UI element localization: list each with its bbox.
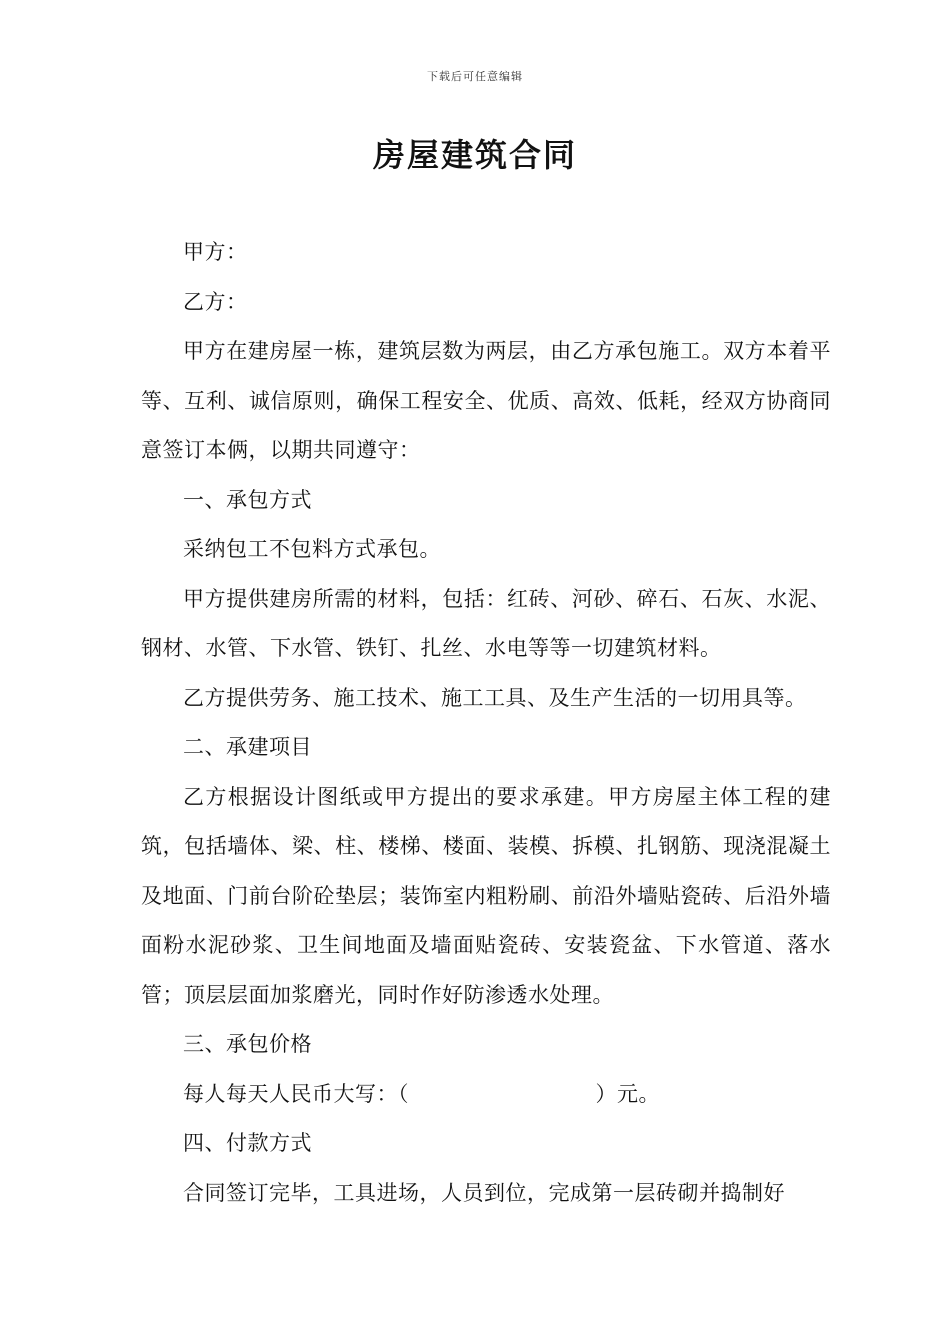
section-heading-2: 二、承建项目 xyxy=(183,735,312,759)
party-a-line: 甲方： xyxy=(183,240,248,264)
paragraph: 甲方提供建房所需的材料，包括：红砖、河砂、碎石、石灰、水泥、钢材、水管、下水管、铁钉、扎丝、水电等等一切建筑材料。 xyxy=(141,586,831,660)
document-body xyxy=(141,228,831,1218)
section-heading-3: 三、承包价格 xyxy=(183,1032,312,1056)
section-heading-1: 一、承包方式 xyxy=(183,487,312,512)
paragraph: 合同签订完毕，工具进场，人员到位，完成第一层砖砌并捣制好 xyxy=(183,1180,785,1205)
paragraph: 乙方根据设计图纸或甲方提出的要求承建。甲方房屋主体工程的建筑，包括墙体、梁、柱、楼梯、楼面、装模、拆模、扎钢筋、现浇混凝土及地面、门前台阶砼垫层；装饰室内粗粉刷、前沿外墙贴瓷砖、后沿外墙面粉水泥砂浆、卫生间地面及墙面贴瓷砖、安装瓷盆、下水管道、落水管；顶层层面加浆磨光，同时作好防渗透水处理。 xyxy=(141,784,831,1007)
paragraph: 乙方提供劳务、施工技术、施工工具、及生产生活的一切用具等。 xyxy=(183,685,807,710)
header-note: 下载后可任意编辑 xyxy=(427,70,523,83)
intro-paragraph: 甲方在建房屋一栋，建筑层数为两层，由乙方承包施工。双方本着平等、互利、诚信原则，确保工程安全、优质、高效、低耗，经双方协商同意签订本俩，以期共同遵守： xyxy=(141,339,831,462)
section-heading-4: 四、付款方式 xyxy=(183,1131,312,1155)
price-line: 每人每天人民币大写：（ ）元。 xyxy=(183,1081,661,1106)
paragraph: 采纳包工不包料方式承包。 xyxy=(183,537,441,561)
document-title: 房屋建筑合同 xyxy=(372,136,577,174)
party-b-line: 乙方： xyxy=(183,289,248,314)
